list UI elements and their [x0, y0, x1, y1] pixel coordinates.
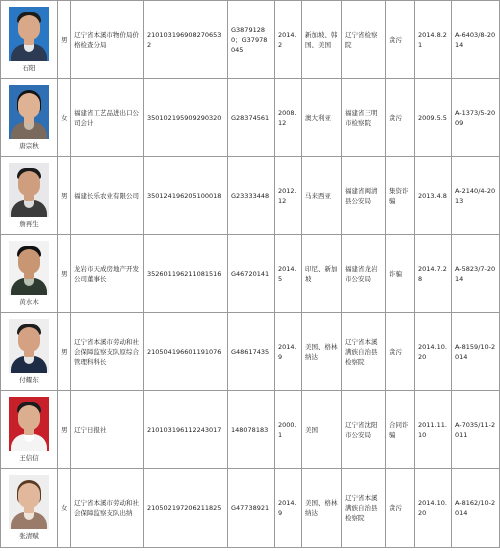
- portrait-photo: [9, 7, 49, 61]
- person-name: 石阳: [22, 63, 36, 72]
- flee-date-cell: 2014.2: [275, 1, 302, 79]
- photo-face: [18, 405, 40, 430]
- destination-cell: 马来西亚: [302, 157, 342, 235]
- passport-cell: G23333448: [228, 157, 275, 235]
- photo-cell: [1, 157, 58, 235]
- notice-date-cell: 2014.8.21: [415, 1, 452, 79]
- portrait-photo: [9, 475, 49, 529]
- notice-number-cell: A-6403/8-2014: [452, 1, 500, 79]
- table-row: [1, 1, 500, 79]
- notice-date-cell: 2013.4.8: [415, 157, 452, 235]
- passport-cell: G38791280；G37978045: [228, 1, 275, 79]
- employer-cell: 龙岩市天成房地产开发公司董事长: [71, 235, 144, 313]
- charge-cell: 合同诈骗: [386, 391, 415, 469]
- photo-collar: [24, 434, 34, 442]
- id-number-cell: 210103196112243017: [144, 391, 228, 469]
- photo-collar: [24, 200, 34, 208]
- gender-cell: 女: [58, 469, 71, 548]
- id-number-cell: 210502197206211825: [144, 469, 228, 548]
- photo-face: [18, 327, 40, 352]
- passport-cell: G46720141: [228, 235, 275, 313]
- gender-cell: 男: [58, 313, 71, 391]
- employer-cell: 辽宁省本溪市劳动和社会保障监察支队出纳: [71, 469, 144, 548]
- photo-collar: [24, 278, 34, 286]
- charge-cell: 贪污: [386, 1, 415, 79]
- table-row: [1, 157, 500, 235]
- flee-date-cell: 2008.12: [275, 79, 302, 157]
- person-name: 唐宗秋: [19, 141, 39, 150]
- id-number-cell: 2101031969082706532: [144, 1, 228, 79]
- flee-date-cell: 2014.9: [275, 313, 302, 391]
- passport-cell: G28374561: [228, 79, 275, 157]
- authority-cell: 辽宁省本溪满族自治县检察院: [342, 469, 386, 548]
- flee-date-cell: 2014.5: [275, 235, 302, 313]
- authority-cell: 辽宁省沈阳市公安局: [342, 391, 386, 469]
- gender-cell: 女: [58, 79, 71, 157]
- employer-cell: 福建省工艺品进出口公司会计: [71, 79, 144, 157]
- charge-cell: 集资诈骗: [386, 157, 415, 235]
- photo-collar: [24, 44, 34, 52]
- employer-cell: 福建长乐农业有限公司: [71, 157, 144, 235]
- photo-cell: [1, 313, 58, 391]
- authority-cell: 辽宁省检察院: [342, 1, 386, 79]
- table-row: [1, 391, 500, 469]
- notice-date-cell: 2014.10.20: [415, 469, 452, 548]
- gender-cell: 男: [58, 157, 71, 235]
- authority-cell: 福建省闽清县公安局: [342, 157, 386, 235]
- destination-cell: 新加坡、韩国、美国: [302, 1, 342, 79]
- table-row: [1, 235, 500, 313]
- destination-cell: 澳大利亚: [302, 79, 342, 157]
- gender-cell: 男: [58, 1, 71, 79]
- destination-cell: 美国、格林纳达: [302, 313, 342, 391]
- id-number-cell: 210504196601191076: [144, 313, 228, 391]
- destination-cell: 美国、格林纳达: [302, 469, 342, 548]
- notice-number-cell: A-7035/11-2011: [452, 391, 500, 469]
- notice-number-cell: A-5823/7-2014: [452, 235, 500, 313]
- authority-cell: 辽宁省本溪满族自治县检察院: [342, 313, 386, 391]
- person-name: 张清赋: [19, 532, 39, 540]
- person-name: 黄水木: [19, 297, 39, 306]
- flee-date-cell: 2014.9: [275, 469, 302, 548]
- table-body: [1, 1, 500, 548]
- id-number-cell: 350124196205100018: [144, 157, 228, 235]
- portrait-photo: [9, 319, 49, 373]
- authority-cell: 福建省三明市检察院: [342, 79, 386, 157]
- notice-date-cell: 2009.5.5: [415, 79, 452, 157]
- charge-cell: 贪污: [386, 79, 415, 157]
- notice-date-cell: 2014.7.28: [415, 235, 452, 313]
- employer-cell: 辽宁省本溪市物价局价格检查分局: [71, 1, 144, 79]
- gender-cell: 男: [58, 235, 71, 313]
- destination-cell: 美国: [302, 391, 342, 469]
- passport-cell: G48617435: [228, 313, 275, 391]
- photo-collar: [24, 122, 34, 130]
- notice-number-cell: A-1373/5-2009: [452, 79, 500, 157]
- authority-cell: 福建省龙岩市公安局: [342, 235, 386, 313]
- notice-number-cell: A-2140/4-2013: [452, 157, 500, 235]
- gender-cell: 男: [58, 391, 71, 469]
- flee-date-cell: 2012.12: [275, 157, 302, 235]
- passport-cell: G47738921: [228, 469, 275, 548]
- portrait-photo: [9, 85, 49, 139]
- passport-cell: 148078183: [228, 391, 275, 469]
- charge-cell: 贪污: [386, 469, 415, 548]
- photo-face: [18, 483, 40, 508]
- notice-number-cell: A-8159/10-2014: [452, 313, 500, 391]
- notice-number-cell: A-8162/10-2014: [452, 469, 500, 548]
- portrait-photo: [9, 241, 49, 295]
- employer-cell: 辽宁日报社: [71, 391, 144, 469]
- portrait-photo: [9, 163, 49, 217]
- person-name: 詹再生: [19, 219, 39, 228]
- table-row: [1, 469, 500, 548]
- photo-face: [18, 15, 40, 40]
- destination-cell: 印尼、新加坡: [302, 235, 342, 313]
- photo-face: [18, 93, 40, 118]
- photo-cell: [1, 469, 58, 548]
- notice-date-cell: 2011.11.10: [415, 391, 452, 469]
- employer-cell: 辽宁省本溪市劳动和社会保障监察支队原综合管理科科长: [71, 313, 144, 391]
- photo-face: [18, 171, 40, 196]
- photo-cell: [1, 235, 58, 313]
- photo-cell: [1, 79, 58, 157]
- id-number-cell: 352601196211081516: [144, 235, 228, 313]
- charge-cell: 诈骗: [386, 235, 415, 313]
- table-row: [1, 79, 500, 157]
- photo-collar: [24, 356, 34, 364]
- portrait-photo: [9, 397, 49, 451]
- id-number-cell: 350102195909290320: [144, 79, 228, 157]
- photo-cell: [1, 391, 58, 469]
- photo-cell: [1, 1, 58, 79]
- person-name: 付耀东: [19, 375, 39, 384]
- person-name: 王信信: [19, 453, 39, 462]
- flee-date-cell: 2000.1: [275, 391, 302, 469]
- notice-date-cell: 2014.10.20: [415, 313, 452, 391]
- table-row: [1, 313, 500, 391]
- charge-cell: 贪污: [386, 313, 415, 391]
- photo-face: [18, 249, 40, 274]
